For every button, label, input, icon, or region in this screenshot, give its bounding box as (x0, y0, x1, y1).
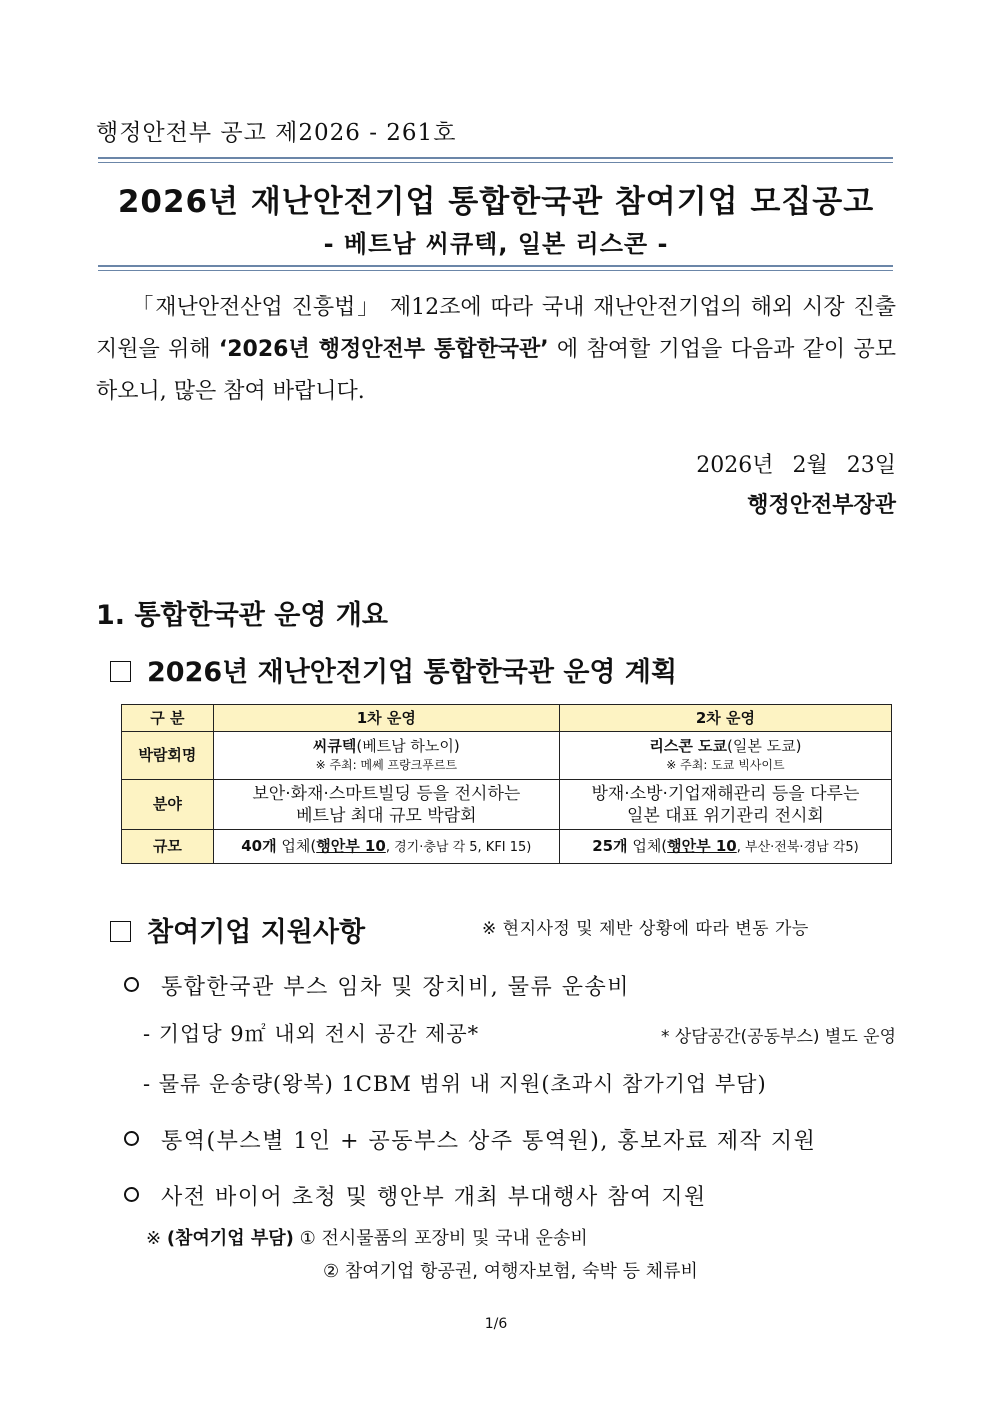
field-second-line2: 일본 대표 위기관리 전시회 (627, 805, 824, 826)
header-second-run: 2차 운영 (559, 705, 891, 732)
burden-item-1: ① 전시물품의 포장비 및 국내 운송비 (299, 1228, 588, 1249)
header-category: 구 분 (122, 705, 214, 732)
booth-text: 통합한국관 부스 임차 및 장치비, 물류 운송비 (161, 975, 630, 1000)
cell-expo-second (559, 732, 891, 780)
table-row-scale (122, 830, 892, 864)
expo-place-second: (일본 도쿄) (727, 736, 802, 755)
cell-expo-first (213, 732, 559, 780)
support-heading-text: 참여기업 지원사항 (147, 917, 366, 948)
cell-scale-first (213, 830, 559, 864)
burden-item-2: ② 참여기업 항공권, 여행자보험, 숙박 등 체류비 (323, 1261, 698, 1282)
table-row-field (122, 780, 892, 830)
field-second-line1: 방재·소방·기업재해관리 등을 다루는 (591, 783, 860, 804)
checkbox-square-icon (110, 921, 131, 942)
title-top-rule (98, 157, 893, 163)
scale-count-first: 40개 (241, 836, 277, 855)
scale-rest-second: , 부산·전북·경남 각5) (736, 839, 859, 855)
list-item-interpret (124, 1124, 816, 1155)
reference-mark-icon: ※ (146, 1228, 162, 1249)
scale-unit-first: 업체( (276, 836, 317, 855)
booth-space: - 기업당 9㎡ 내외 전시 공간 제공* (143, 1022, 480, 1046)
list-item-booth (124, 970, 630, 1001)
title-bottom-rule (98, 265, 893, 271)
bullet-circle-icon (124, 1131, 139, 1146)
logistics: - 물류 운송량(왕복) 1CBM 범위 내 지원(초과시 참가기업 부담) (143, 1072, 767, 1096)
cell-field-first (213, 780, 559, 830)
cell-field-second (559, 780, 891, 830)
header-first-run: 1차 운영 (213, 705, 559, 732)
table-row-expo (122, 732, 892, 780)
bullet-circle-icon (124, 1187, 139, 1202)
list-item-buyer (124, 1180, 707, 1211)
buyer-text: 사전 바이어 초청 및 행안부 개최 부대행사 참여 지원 (161, 1185, 707, 1210)
row-label-expo: 박람회명 (122, 732, 214, 780)
intro-text-1: 「재난안전산업 진흥법」 제12조에 따라 국내 재난안전기업의 해외 시장 진출 지원을 위해 (96, 295, 897, 362)
intro-highlight: ‘2026년 행정안전부 통합한국관’ (218, 337, 549, 362)
intro-paragraph (96, 287, 896, 413)
page-title: 2026년 재난안전기업 통합한국관 참여기업 모집공고 (117, 184, 875, 220)
checkbox-square-icon (110, 661, 131, 682)
expo-name-second: 리스콘 도쿄 (649, 736, 728, 755)
expo-place-first: (베트남 하노이) (356, 736, 460, 755)
scale-mois-first: 행안부 10 (316, 836, 386, 855)
expo-name-first: 씨큐텍 (312, 736, 357, 755)
signature: 행정안전부장관 (747, 492, 896, 518)
scale-count-second: 25개 (592, 836, 628, 855)
support-heading (110, 910, 365, 949)
intro-text-2: 에 참여할 기업을 다음과 같이 공모하오니, 많은 참여 바랍니다. (96, 337, 897, 404)
section-heading: 1. 통합한국관 운영 개요 (96, 600, 388, 631)
field-first-line1: 보안·화재·스마트빌딩 등을 전시하는 (252, 783, 521, 804)
cell-scale-second (559, 830, 891, 864)
expo-host-first: ※ 주최: 메쎄 프랑크푸르트 (315, 757, 458, 772)
plan-heading (110, 650, 677, 689)
scale-rest-first: , 경기·충남 각 5, KFI 15) (385, 839, 532, 855)
row-label-scale: 규모 (122, 830, 214, 864)
scale-mois-second: 행안부 10 (667, 836, 737, 855)
field-first-line2: 베트남 최대 규모 박람회 (296, 805, 477, 826)
operation-plan-table (121, 704, 892, 864)
table-header-row (122, 705, 892, 732)
booth-space-note: * 상담공간(공동부스) 별도 운영 (660, 1027, 896, 1047)
scale-unit-second: 업체( (627, 836, 668, 855)
burden-note (146, 1224, 588, 1250)
plan-heading-text: 2026년 재난안전기업 통합한국관 운영 계획 (147, 657, 678, 688)
page-number: 1/6 (484, 1316, 508, 1332)
interpret-text: 통역(부스별 1인 + 공동부스 상주 통역원), 홍보자료 제작 지원 (161, 1129, 817, 1154)
notice-number: 행정안전부 공고 제2026 - 261호 (96, 120, 457, 146)
support-note: ※ 현지사정 및 제반 상황에 따라 변동 가능 (482, 919, 809, 939)
expo-host-second: ※ 주최: 도쿄 빅사이트 (666, 757, 785, 772)
burden-label: (참여기업 부담) (166, 1228, 294, 1249)
bullet-circle-icon (124, 977, 139, 992)
row-label-field: 분야 (122, 780, 214, 830)
notice-date: 2026년 2월 23일 (696, 453, 896, 478)
page-subtitle: - 베트남 씨큐텍, 일본 리스콘 - (323, 230, 669, 258)
